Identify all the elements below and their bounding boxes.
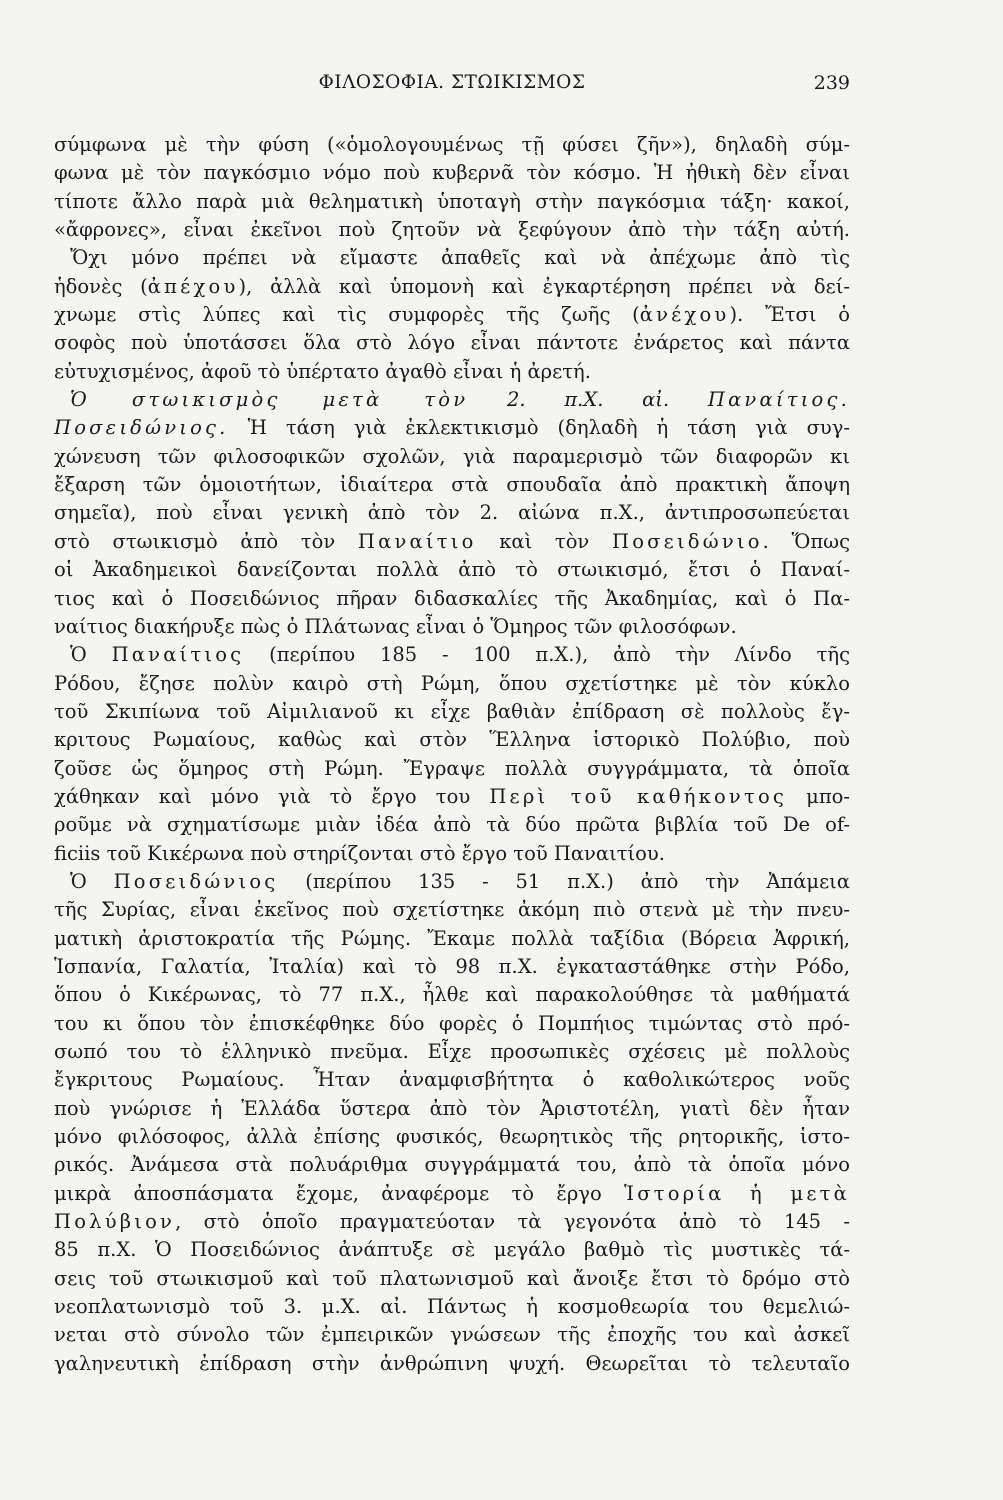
text-line bbox=[54, 131, 850, 159]
text-run: ναίτιος διακήρυξε πὼς ὁ Πλάτωνας εἶναι ὁ Ὅμηρος τῶν φιλοσόφων. bbox=[54, 614, 737, 638]
text-line bbox=[54, 386, 850, 414]
text-run: ὅπου ὁ Κικέρωνας, τὸ 77 π.Χ., ἦλθε καὶ παρακολούθησε τὰ μαθήματά bbox=[54, 983, 850, 1007]
text-line bbox=[54, 811, 850, 839]
text-run: ). Ἔτσι ὁ bbox=[729, 303, 850, 327]
text-line bbox=[54, 783, 850, 811]
text-run: Ὁ bbox=[70, 643, 112, 667]
text-run: χάθηκαν καὶ μόνο γιὰ τὸ ἔργο του bbox=[54, 784, 490, 808]
text-line bbox=[54, 273, 850, 301]
text-run: τιος καὶ ὁ Ποσειδώνιος πῆραν διδασκαλίες τῆς Ἀκαδημίας, καὶ ὁ Πα- bbox=[54, 586, 850, 610]
text-run: εὐτυχισμένος, ἀφοῦ τὸ ὑπέρτατο ἀγαθὸ εἶναι ἡ ἀρετή. bbox=[54, 359, 591, 383]
text-run: τίποτε ἄλλο παρὰ μιὰ θεληματικὴ ὑποταγὴ στὴν παγκόσμια τάξη· κακοί, bbox=[54, 189, 850, 213]
text-run: χώνευση τῶν φιλοσοφικῶν σχολῶν, γιὰ παραμερισμὸ τῶν διαφορῶν κι bbox=[54, 444, 850, 468]
text-line bbox=[54, 1350, 850, 1378]
text-run: ), ἀλλὰ καὶ ὑπομονὴ καὶ ἐγκαρτέρηση πρέπει νὰ δεί- bbox=[238, 274, 850, 298]
text-run: (περίπου 185 - 100 π.Χ.), ἀπὸ τὴν Λίνδο τῆς bbox=[244, 643, 850, 667]
text-line bbox=[54, 840, 850, 868]
text-run: σύμφωνα μὲ τὴν φύση («ὁμολογουμένως τῇ φύσει ζῆν»), δηλαδὴ σύμ- bbox=[54, 133, 850, 156]
text-run: κριτους Ρωμαίους, καθὼς καὶ στὸν Ἕλληνα ἱστορικὸ Πολύβιο, ποὺ bbox=[54, 728, 850, 752]
text-run: σεις τοῦ στωικισμοῦ καὶ τοῦ πλατωνισμοῦ καὶ ἄνοιξε ἔτσι τὸ δρόμο στὸ bbox=[54, 1266, 850, 1290]
spaced-emphasis-text: Ὁ στωικισμὸς μετὰ τὸν bbox=[70, 388, 469, 412]
spaced-emphasis-text: ἀπέχου bbox=[147, 274, 239, 298]
text-run: Ὁ bbox=[70, 869, 114, 893]
text-line bbox=[54, 1180, 850, 1208]
spaced-emphasis-text: Περὶ τοῦ καθήκοντος bbox=[489, 784, 788, 808]
spaced-emphasis-text: Ποσειδώνιος. bbox=[54, 416, 229, 440]
text-line bbox=[54, 1066, 850, 1094]
spaced-emphasis-text: Παναίτιος bbox=[111, 643, 245, 667]
text-run: καὶ τὸν bbox=[476, 529, 612, 553]
text-line bbox=[54, 1010, 850, 1038]
text-line bbox=[54, 925, 850, 953]
text-run: του κι ὅπου τὸν ἐπισκέφθηκε δύο φορὲς ὁ Πομπήιος τιμώντας στὸ πρό- bbox=[54, 1011, 850, 1035]
text-run: ἔγκριτους Ρωμαίους. Ἦταν ἀναμφισβήτητα ὁ καθολικώτερος νοῦς bbox=[54, 1068, 850, 1092]
text-run: σωπό του τὸ ἑλληνικὸ πνεῦμα. Εἶχε προσωπικὲς σχέσεις μὲ πολλοὺς bbox=[54, 1040, 850, 1063]
text-line bbox=[54, 953, 850, 981]
text-line bbox=[54, 1321, 850, 1349]
text-line bbox=[54, 471, 850, 499]
text-run: φωνα μὲ τὸν παγκόσμιο νόμο ποὺ κυβερνᾶ τὸν κόσμο. Ἡ ἠθικὴ δὲν εἶναι bbox=[54, 161, 850, 185]
text-run: χνωμε στὶς λύπες καὶ τὶς συμφορὲς τῆς ζωῆς ( bbox=[54, 303, 640, 327]
text-run: μικρὰ ἀποσπάσματα ἔχομε, ἀναφέρομε τὸ ἔργο bbox=[54, 1181, 625, 1205]
spaced-emphasis-text: ἀνέχου bbox=[639, 303, 730, 327]
text-run: σημεῖα), ποὺ εἶναι γενικὴ ἀπὸ τὸν 2. αἰώνα π.Χ., ἀντιπροσωπεύεται bbox=[54, 501, 850, 525]
text-line bbox=[54, 301, 850, 329]
spaced-emphasis-text: Ποσειδώνιο bbox=[611, 529, 763, 553]
text-run: οἱ Ἀκαδημεικοὶ δανείζονται πολλὰ ἀπὸ τὸ στωικισμό, ἔτσι ὁ Παναί- bbox=[54, 558, 850, 582]
spaced-emphasis-text: Ἱστορία ἡ μετὰ bbox=[624, 1181, 850, 1205]
text-run: (περίπου 135 - 51 π.Χ.) ἀπὸ τὴν Ἀπάμεια bbox=[278, 869, 850, 893]
text-run: . Ὅπως bbox=[762, 529, 850, 553]
text-line bbox=[54, 216, 850, 244]
text-line bbox=[54, 755, 850, 783]
text-run: ficiis τοῦ Κικέρωνα ποὺ στηρίζονται στὸ ἔργο τοῦ Παναιτίου. bbox=[54, 841, 665, 865]
text-line bbox=[54, 159, 850, 187]
text-line bbox=[54, 981, 850, 1009]
text-line bbox=[54, 1123, 850, 1151]
text-line bbox=[54, 556, 850, 584]
text-line bbox=[54, 528, 850, 556]
text-line bbox=[54, 443, 850, 471]
text-run: «ἄφρονες», εἶναι ἐκεῖνοι ποὺ ζητοῦν νὰ ξεφύγουν ἀπὸ τὴν τάξη αὐτή. bbox=[54, 218, 850, 242]
text-run: ἔξαρση τῶν ὁμοιοτήτων, ἰδιαίτερα στὰ σπουδαῖα ἀπὸ πρακτικὴ ἄποψη bbox=[54, 473, 850, 497]
text-run: ρικός. Ἀνάμεσα στὰ πολυάριθμα συγγράμματά του, ἀπὸ τὰ ὁποῖα μόνο bbox=[54, 1153, 850, 1177]
text-run: Ἱσπανία, Γαλατία, Ἰταλία) καὶ τὸ 98 π.Χ. ἐγκαταστάθηκε στὴν Ρόδο, bbox=[54, 954, 850, 978]
text-run: νεοπλατωνισμὸ τοῦ 3. μ.Χ. αἰ. Πάντως ἡ κοσμοθεωρία του θεμελιώ- bbox=[54, 1295, 850, 1319]
text-line bbox=[54, 1265, 850, 1293]
text-line bbox=[54, 358, 850, 386]
text-line bbox=[54, 726, 850, 754]
text-line bbox=[54, 868, 850, 896]
text-run: Ρόδου, ἔζησε πολὺν καιρὸ στὴ Ρώμη, ὅπου σχετίστηκε μὲ τὸν κύκλο bbox=[54, 671, 850, 695]
text-run: νεται στὸ σύνολο τῶν ἐμπειρικῶν γνώσεων τῆς ἐποχῆς του καὶ ἀσκεῖ bbox=[54, 1323, 850, 1347]
text-run: , στὸ ὁποῖο πραγματεύοταν τὰ γεγονότα ἀπὸ τὸ 145 - bbox=[175, 1210, 850, 1234]
text-run: γαληνευτικὴ ἐπίδραση στὴν ἀνθρώπινη ψυχή. Θεωρεῖται τὸ τελευταῖο bbox=[54, 1351, 850, 1375]
text-run: ποὺ γνώρισε ἡ Ἑλλάδα ὕστερα ἀπὸ τὸν Ἀριστοτέλη, γιατὶ δὲν ἦταν bbox=[54, 1096, 850, 1120]
text-run: Ὄχι μόνο πρέπει νὰ εἴμαστε ἀπαθεῖς καὶ νὰ ἀπέχωμε ἀπὸ τὶς bbox=[70, 246, 850, 270]
spaced-emphasis-text: Ποσειδώνιος bbox=[113, 869, 279, 893]
text-line bbox=[54, 1095, 850, 1123]
text-run: μόνο φιλόσοφος, ἀλλὰ ἐπίσης φυσικός, θεωρητικὸς τῆς ρητορικῆς, ἱστο- bbox=[54, 1125, 850, 1149]
text-run: σοφὸς ποὺ ὑποτάσσει ὅλα στὸ λόγο εἶναι πάντοτε ἐνάρετος καὶ πάντα bbox=[54, 331, 850, 355]
body-text bbox=[54, 131, 850, 1378]
text-run: Ἡ τάση γιὰ ἐκλεκτικισμὸ (δηλαδὴ ἡ τάση γιὰ συγ- bbox=[228, 416, 850, 440]
spaced-emphasis-text: Παναίτιος. bbox=[707, 388, 850, 412]
text-line bbox=[54, 1208, 850, 1236]
text-run: μπο- bbox=[787, 784, 850, 808]
text-line bbox=[54, 329, 850, 357]
text-line bbox=[54, 896, 850, 924]
text-line bbox=[54, 585, 850, 613]
text-run: ζοῦσε ὡς ὅμηρος στὴ Ρώμη. Ἔγραψε πολλὰ συγγράμματα, τὰ ὁποῖα bbox=[54, 756, 850, 780]
text-line bbox=[54, 1038, 850, 1066]
text-run: τῆς Συρίας, εἶναι ἐκεῖνος ποὺ σχετίστηκε ἀκόμη πιὸ στενὰ μὲ τὴν πνευ- bbox=[54, 898, 850, 922]
text-line bbox=[54, 670, 850, 698]
text-line bbox=[54, 1236, 850, 1264]
running-head: ΦΙΛΟΣΟΦΙΑ. ΣΤΩΙΚΙΣΜΟΣ bbox=[318, 72, 586, 93]
text-line bbox=[54, 1293, 850, 1321]
text-line bbox=[54, 641, 850, 669]
text-run: 85 π.Χ. Ὁ Ποσειδώνιος ἀνάπτυξε σὲ μεγάλο βαθμὸ τὶς μυστικὲς τά- bbox=[54, 1238, 850, 1262]
page-header bbox=[54, 72, 850, 106]
text-run: ροῦμε νὰ σχηματίσωμε μιὰν ἰδέα ἀπὸ τὰ δύο πρῶτα βιβλία τοῦ De of- bbox=[54, 813, 850, 837]
text-run: ματικὴ ἀριστοκρατία τῆς Ρώμης. Ἔκαμε πολλὰ ταξίδια (Βόρεια Ἀφρική, bbox=[54, 926, 850, 950]
page-number: 239 bbox=[813, 72, 850, 94]
text-run: στὸ στωικισμὸ ἀπὸ τὸν bbox=[54, 529, 358, 553]
spaced-emphasis-text: 2. π.Χ. αἰ. bbox=[468, 388, 708, 412]
text-line bbox=[54, 244, 850, 272]
text-line bbox=[54, 1151, 850, 1179]
text-line bbox=[54, 613, 850, 641]
spaced-emphasis-text: Πολύβιον bbox=[54, 1210, 176, 1234]
text-line bbox=[54, 499, 850, 527]
text-line bbox=[54, 414, 850, 442]
text-run: ἡδονὲς ( bbox=[54, 274, 148, 298]
text-line bbox=[54, 698, 850, 726]
text-run: τοῦ Σκιπίωνα τοῦ Αἰμιλιανοῦ κι εἶχε βαθιὰν ἐπίδραση σὲ πολλοὺς ἔγ- bbox=[54, 699, 850, 723]
spaced-emphasis-text: Παναίτιο bbox=[357, 529, 477, 553]
text-line bbox=[54, 188, 850, 216]
